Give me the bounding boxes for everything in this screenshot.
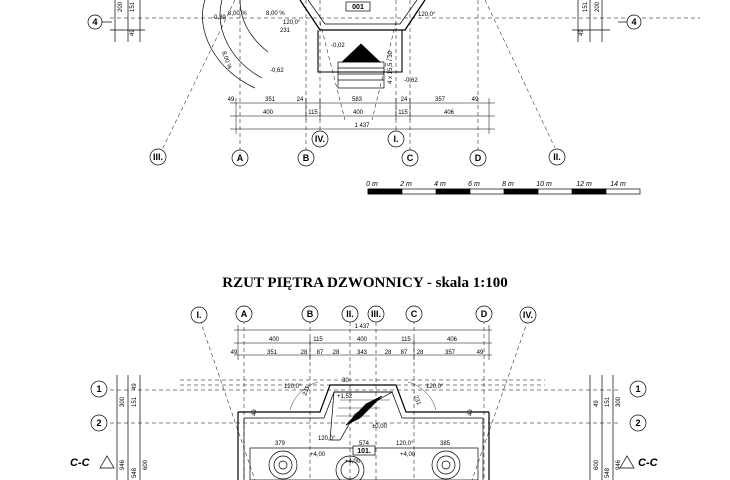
level-label: +4,00 [345, 459, 361, 465]
dim-label: 406 [446, 337, 458, 343]
axis-label: A [236, 153, 244, 163]
level-label: -0,62 [270, 68, 284, 74]
dim-label: 49 [476, 350, 484, 356]
dim-label: 28 [416, 350, 424, 356]
scale-label: 0 m [366, 181, 378, 188]
stair-arrow [346, 396, 382, 425]
angle-label: 120,0° [396, 441, 414, 447]
axis-label: II. [346, 309, 354, 319]
angle-label: 120,0° [426, 384, 444, 390]
dim-label: 231 [302, 385, 312, 397]
angle-label: 120,0° [318, 436, 336, 442]
dim-label: 24 [296, 97, 304, 103]
axis-label: B [302, 153, 310, 163]
axis-label: C [406, 153, 414, 163]
side-dim: 946 [616, 459, 622, 470]
angle-label: 120,0° [283, 20, 301, 26]
row-tag-label: 2 [96, 418, 102, 428]
scale-label: 12 m [576, 181, 592, 188]
dim-label: 49 [468, 409, 474, 416]
scale-label: 4 m [434, 181, 446, 188]
slope-label: 8,00 % [220, 50, 233, 71]
section-label-right: C-C [638, 457, 658, 469]
dim-label: 87 [400, 350, 408, 356]
dim-label: 400 [352, 110, 364, 116]
level-label: -0,62 [404, 78, 418, 84]
level-label: +4,00 [400, 452, 416, 458]
side-dim: 200 [595, 1, 601, 12]
axis-label: III. [152, 152, 164, 162]
level-label: +1,52 [337, 394, 353, 400]
dim-label: 115 [308, 110, 318, 116]
dim-label: 24 [400, 97, 408, 103]
side-dim: 151 [583, 1, 589, 12]
side-dim: 600 [143, 459, 149, 470]
dim-label: 357 [434, 97, 446, 103]
dim-total: 1 437 [354, 324, 370, 330]
dim-label: 28 [300, 350, 308, 356]
axis-label: IV. [314, 134, 326, 144]
scale-label: 10 m [536, 181, 552, 188]
dim-label: 400 [262, 110, 274, 116]
row-tag-label: 1 [635, 384, 641, 394]
dim-label: 379 [274, 441, 286, 447]
scale-bar [368, 189, 640, 194]
bell-symbols [269, 451, 460, 480]
dim-label: 115 [398, 110, 408, 116]
axis-label: I. [393, 134, 399, 144]
scale-label: 8 m [502, 181, 514, 188]
side-dim: 49 [594, 400, 600, 407]
dim-label: 574 [358, 441, 370, 447]
dim-label: 231 [412, 394, 422, 407]
side-dim: 151 [132, 396, 138, 407]
level-label: -0,39 [212, 15, 226, 21]
dim-label: 49 [252, 409, 258, 416]
axis-label: I. [196, 310, 202, 320]
dim-label: 400 [268, 337, 280, 343]
section-label-left: C-C [70, 457, 90, 469]
plan-title: RZUT PIĘTRA DZWONNICY - skala 1:100 [222, 275, 508, 291]
side-dim: 548 [605, 467, 611, 478]
axis-label: III. [370, 309, 382, 319]
room-tag-101: 101. [357, 448, 371, 455]
row-tag-label: 1 [96, 384, 102, 394]
axis-lines-top [110, 0, 700, 150]
dim-label: 49 [227, 97, 235, 103]
axis-bubbles-top-plan [150, 131, 565, 166]
stair-direction-arrow [342, 44, 380, 62]
dim-label: 115 [313, 337, 323, 343]
dim-label: 49 [230, 350, 238, 356]
dim-label: 583 [351, 97, 363, 103]
axis-label: IV. [522, 310, 534, 320]
scale-label: 2 m [400, 181, 412, 188]
dim-label: 351 [264, 97, 276, 103]
dim-total: 1 437 [354, 123, 370, 129]
scale-label: 14 m [610, 181, 626, 188]
level-label: -0,02 [331, 43, 345, 49]
level-label: ±0,00 [372, 424, 387, 430]
side-dim: 151 [130, 1, 136, 12]
axis-label: A [240, 309, 248, 319]
side-dim: 200 [118, 1, 124, 12]
axis-label: C [410, 309, 418, 319]
slope-label: 8,00 % [266, 11, 285, 17]
section-marker-right [620, 456, 634, 468]
side-dims-left [110, 0, 145, 42]
axis-label: D [474, 153, 482, 163]
dim-label: 231 [280, 28, 291, 34]
dim-label: 343 [356, 350, 368, 356]
ramp-edge [240, 0, 268, 52]
level-label: +4,00 [310, 452, 326, 458]
row-tag-4-right-label: 4 [631, 17, 637, 27]
dim-label: 351 [266, 350, 278, 356]
dim-label: 49 [471, 97, 479, 103]
row-tag-4-left-label: 4 [92, 17, 98, 27]
side-dims-right [572, 0, 610, 42]
stair-note: 4 x 15,5 / 30 [388, 50, 394, 84]
angle-label: 120,0° [418, 12, 436, 18]
axis-label: B [306, 309, 314, 319]
dim-label: 385 [439, 441, 451, 447]
dim-label: 30 [342, 378, 349, 384]
slope-label: 8,00 % [228, 11, 247, 17]
scale-label: 6 m [468, 181, 480, 188]
axis-label: II. [553, 152, 561, 162]
angle-label: 120,0° [284, 384, 302, 390]
side-dim: 49 [130, 29, 136, 36]
side-dim: 548 [132, 467, 138, 478]
side-dim: 600 [594, 459, 600, 470]
row-tag-label: 2 [635, 418, 641, 428]
dim-label: 115 [401, 337, 411, 343]
room-tag-001: 001 [352, 4, 364, 11]
axis-label: D [480, 309, 488, 319]
side-dim: 300 [120, 396, 126, 407]
side-dim: 49 [132, 383, 138, 390]
side-dim: 151 [605, 396, 611, 407]
dim-label: 406 [443, 110, 455, 116]
side-dim: 300 [616, 396, 622, 407]
side-dim: 49 [579, 29, 585, 36]
dim-label: 28 [332, 350, 340, 356]
dim-label: 357 [444, 350, 456, 356]
dim-label: 400 [356, 337, 368, 343]
side-dim: 946 [120, 459, 126, 470]
dim-label: 28 [384, 350, 392, 356]
dim-label: 87 [316, 350, 324, 356]
entrance-stairs [338, 62, 384, 88]
section-marker-left [100, 456, 114, 468]
